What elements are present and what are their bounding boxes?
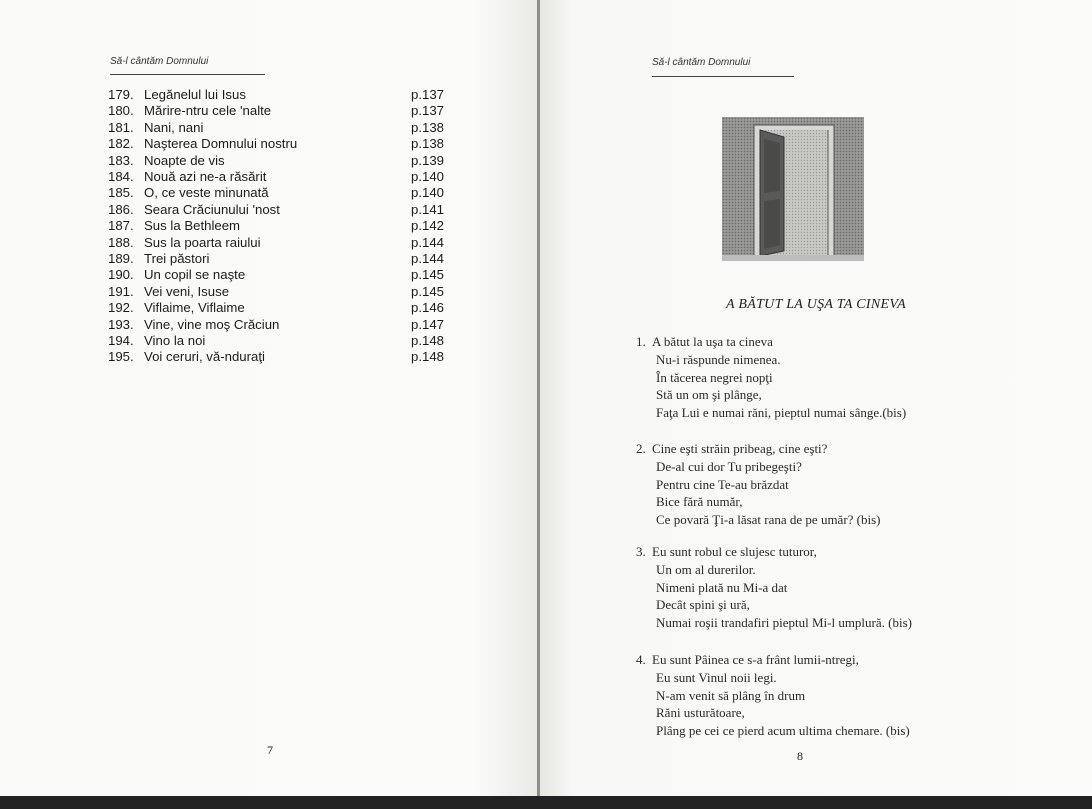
lyric-line: Nimeni plată nu Mi-a dat (656, 579, 788, 595)
toc-entry-title: Vine, vine moş Crăciun (144, 316, 280, 332)
toc-entry-page: p.145 (411, 283, 445, 299)
toc-entry (108, 300, 453, 316)
toc-entry-number: 189. (108, 251, 134, 266)
toc-entry (108, 153, 453, 169)
toc-entry-page: p.146 (411, 300, 445, 316)
lyric-line: În tăcerea negrei nopţi (656, 369, 773, 385)
toc-entry-page: p.140 (411, 185, 445, 201)
lyric-line: Plâng pe cei ce pierd acum ultima chemare. (bis) (656, 723, 910, 739)
lyric-line: De-al cui dor Tu pribegeşti? (656, 458, 802, 474)
toc-entry-number: 182. (108, 136, 134, 152)
toc-entry-title: Vino la noi (144, 333, 206, 348)
toc-entry-page: p.148 (411, 333, 445, 348)
toc-entry-title: O, ce veste minunată (144, 185, 269, 201)
lyric-line: N-am venit să plâng în drum (656, 687, 806, 703)
toc-entry-page: p.139 (411, 152, 445, 168)
running-head: Să-l cântăm Domnului (652, 57, 751, 68)
stanza (636, 333, 1076, 433)
toc-entry (108, 185, 453, 201)
stanza-number: 1. (636, 334, 646, 349)
stanza (636, 651, 1076, 751)
lyric-line: Eu sunt robul ce slujesc tuturor, (652, 544, 817, 559)
toc-entry (108, 218, 453, 234)
lyric-line: Răni usturătoare, (656, 705, 745, 721)
toc-entry-title: Viflaime, Viflaime (144, 300, 245, 316)
song-title: A BĂTUT LA UŞA TA CINEVA (725, 297, 907, 312)
toc-entry-title: Nouă azi ne-a răsărit (144, 169, 267, 184)
toc-entry-page: p.144 (411, 251, 445, 266)
toc-entry-number: 185. (108, 185, 134, 201)
toc-entry-page: p.144 (411, 234, 445, 250)
toc-entry-page: p.145 (411, 267, 445, 283)
toc-entry-title: Sus la Bethleem (144, 218, 241, 234)
toc-entry (108, 317, 453, 333)
toc-entry (108, 333, 453, 349)
lyric-line: Un om al durerilor. (656, 561, 756, 577)
lyric-line: Nu-i răspunde nimenea. (656, 351, 781, 367)
toc-entry-title: Un copil se naşte (144, 267, 246, 283)
toc-entry-title: Trei păstori (144, 251, 210, 266)
toc-entry (108, 120, 453, 136)
toc-entry-number: 195. (108, 349, 134, 365)
toc-entry (108, 284, 453, 300)
toc-entry-number: 191. (108, 283, 134, 299)
toc-entry-number: 181. (108, 119, 134, 135)
toc-entry-page: p.148 (411, 349, 445, 365)
toc-entry-page: p.137 (411, 87, 445, 102)
toc-entry-number: 192. (108, 300, 134, 316)
toc-entry-number: 183. (108, 152, 134, 168)
toc-entry-page: p.147 (411, 316, 445, 332)
toc-entry-number: 179. (108, 87, 134, 102)
toc-entry-title: Vei veni, Isuse (144, 283, 230, 299)
lyric-line: Ce povară Ţi-a lăsat rana de pe umăr? (bis) (656, 512, 881, 528)
stanza-number: 2. (636, 441, 646, 456)
toc-entry (108, 235, 453, 251)
toc-entry (108, 267, 453, 283)
toc-entry-title: Mărire-ntru cele 'nalte (144, 103, 272, 119)
toc-entry (108, 136, 453, 152)
toc-entry-number: 187. (108, 218, 134, 234)
lyric-line: Cine eşti străin pribeag, cine eşti? (652, 441, 828, 456)
toc-entry-title: Noapte de vis (144, 152, 225, 168)
lyric-line: Stă un om şi plânge, (656, 387, 762, 403)
lyric-line: A bătut la uşa ta cineva (652, 334, 773, 349)
toc-entry-number: 180. (108, 103, 134, 119)
header-rule (652, 76, 794, 77)
toc-entry-number: 194. (108, 333, 134, 348)
toc-entry-page: p.138 (411, 119, 445, 135)
toc-entry-page: p.138 (411, 136, 445, 152)
toc-entry-page: p.141 (411, 201, 445, 217)
stanza-number: 3. (636, 544, 646, 559)
toc-entry (108, 349, 453, 365)
scan-edge (0, 796, 1092, 809)
lyric-line: Eu sunt Pâinea ce s-a frânt lumii-ntregi, (652, 652, 859, 667)
stanza (636, 440, 1076, 540)
open-door-image (722, 117, 864, 261)
toc-entry-number: 184. (108, 169, 134, 184)
lyric-line: Faţa Lui e numai răni, pieptul numai sânge.(bis) (656, 405, 907, 421)
toc-entry-page: p.137 (411, 103, 445, 119)
page-number: 7 (267, 743, 273, 757)
lyric-line: Numai roşii trandafiri pieptul Mi-l umplură. (bis) (656, 615, 912, 631)
toc-entry-number: 188. (108, 234, 134, 250)
toc-entry (108, 202, 453, 218)
toc-entry (108, 251, 453, 267)
toc-entry-number: 186. (108, 201, 134, 217)
toc-entry-page: p.140 (411, 169, 445, 184)
toc-entry (108, 87, 453, 103)
toc-entry-title: Voi ceruri, vă-nduraţi (144, 349, 265, 365)
toc-entry (108, 103, 453, 119)
toc-entry-title: Sus la poarta raiului (144, 234, 261, 250)
lyric-line: Pentru cine Te-au brăzdat (656, 476, 789, 492)
toc-entry-number: 193. (108, 316, 134, 332)
toc-entry-title: Nani, nani (144, 119, 204, 135)
lyric-line: Eu sunt Vinul noii legi. (656, 669, 777, 685)
left-page (0, 0, 538, 796)
toc-entry-number: 190. (108, 267, 134, 283)
lyric-line: Decât spini şi ură, (656, 597, 750, 613)
running-head: Să-l cântăm Domnului (110, 56, 209, 67)
right-page (540, 0, 1092, 796)
header-rule (110, 74, 265, 75)
toc-entry (108, 169, 453, 185)
lyric-line: Bice fără număr, (656, 494, 743, 510)
toc-entry-title: Seara Crăciunului 'nost (144, 201, 280, 217)
stanza (636, 543, 1076, 643)
stanza-number: 4. (636, 652, 646, 667)
toc-entry-page: p.142 (411, 218, 445, 234)
toc-entry-title: Naşterea Domnului nostru (144, 136, 298, 152)
page-number: 8 (797, 749, 803, 763)
toc-entry-title: Legănelul lui Isus (144, 87, 246, 102)
